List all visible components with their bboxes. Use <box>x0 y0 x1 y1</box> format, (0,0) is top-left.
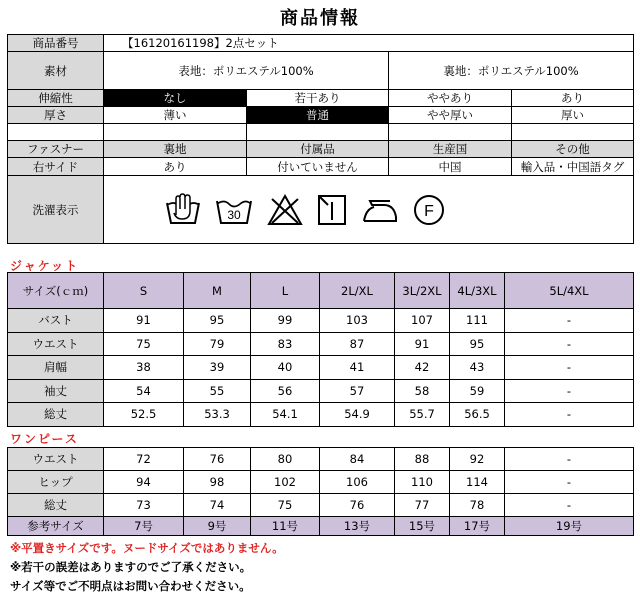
row-label: ウエスト <box>8 332 104 356</box>
row-label: 総丈 <box>8 494 104 517</box>
size-value: 94 <box>104 471 184 494</box>
material-row <box>8 52 634 90</box>
thickness-row <box>8 107 634 124</box>
size-value: - <box>505 471 634 494</box>
size-value: 41 <box>320 356 395 380</box>
size-value: 110 <box>395 471 450 494</box>
ref-size: 13号 <box>320 517 395 536</box>
size-value: 54.1 <box>251 403 320 427</box>
size-value: 107 <box>395 309 450 333</box>
size-value: 103 <box>320 309 395 333</box>
dress-size-table <box>7 447 634 536</box>
size-value: 88 <box>395 448 450 471</box>
ref-size: 17号 <box>450 517 505 536</box>
stretch-label: 伸縮性 <box>8 90 104 107</box>
size-value: 40 <box>251 356 320 380</box>
ref-size: 19号 <box>505 517 634 536</box>
line-dry-icon <box>316 193 348 227</box>
note-contact: サイズ等でご不明点はお問い合わせください。 <box>10 579 251 593</box>
jacket-row <box>8 332 634 356</box>
row-label: 総丈 <box>8 403 104 427</box>
attr-col: 裏地 <box>104 141 247 158</box>
size-label: サイズ(ｃｍ) <box>8 273 104 309</box>
size-value: 54 <box>104 379 184 403</box>
ref-size-row <box>8 517 634 536</box>
size-value: 99 <box>251 309 320 333</box>
size-value: 58 <box>395 379 450 403</box>
attr-value: 中国 <box>389 158 512 176</box>
jacket-header-row <box>8 273 634 309</box>
wash-label: 洗濯表示 <box>8 176 104 244</box>
size-value: - <box>505 356 634 380</box>
material-lining: 裏地：ポリエステル100% <box>389 52 634 90</box>
size-col: S <box>104 273 184 309</box>
size-value: 57 <box>320 379 395 403</box>
ref-size: 15号 <box>395 517 450 536</box>
size-value: 92 <box>450 448 505 471</box>
no-bleach-icon <box>266 193 304 227</box>
jacket-size-table <box>7 272 634 427</box>
stretch-option: 若干あり <box>247 90 389 107</box>
size-value: 91 <box>104 309 184 333</box>
size-value: 54.9 <box>320 403 395 427</box>
size-value: 53.3 <box>184 403 251 427</box>
attr-col: 生産国 <box>389 141 512 158</box>
product-no-row <box>8 35 634 52</box>
svg-text:F: F <box>424 202 434 220</box>
thickness-option: 薄い <box>104 107 247 124</box>
size-value: 80 <box>251 448 320 471</box>
size-value: 95 <box>450 332 505 356</box>
size-value: - <box>505 332 634 356</box>
size-value: 55 <box>184 379 251 403</box>
size-value: 39 <box>184 356 251 380</box>
ref-size: 7号 <box>104 517 184 536</box>
product-no-label: 商品番号 <box>8 35 104 52</box>
fastener-label: ファスナー <box>8 141 104 158</box>
thickness-label: 厚さ <box>8 107 104 124</box>
size-col: M <box>184 273 251 309</box>
attr-value: 輸入品・中国語タグ <box>512 158 634 176</box>
wash-30-icon <box>214 193 254 227</box>
size-value: 76 <box>320 494 395 517</box>
wash-symbols <box>104 176 634 244</box>
attr-col: その他 <box>512 141 634 158</box>
product-no-value: 【16120161198】2点セット <box>104 35 634 52</box>
size-value: 91 <box>395 332 450 356</box>
jacket-heading: ジャケット <box>10 259 80 273</box>
size-value: 59 <box>450 379 505 403</box>
size-value: 78 <box>450 494 505 517</box>
thickness-option-selected: 普通 <box>247 107 389 124</box>
size-col: 3L/2XL <box>395 273 450 309</box>
wash-row <box>8 176 634 244</box>
iron-icon <box>360 193 400 227</box>
size-value: 73 <box>104 494 184 517</box>
attr-col: 付属品 <box>247 141 389 158</box>
size-value: 79 <box>184 332 251 356</box>
stretch-option: ややあり <box>389 90 512 107</box>
right-side-label: 右サイド <box>8 158 104 176</box>
size-value: 72 <box>104 448 184 471</box>
svg-text:30: 30 <box>227 207 241 222</box>
note-flat-measure: ※平置きサイズです。ヌードサイズではありません。 <box>10 541 284 555</box>
jacket-row <box>8 379 634 403</box>
row-label: バスト <box>8 309 104 333</box>
size-value: 111 <box>450 309 505 333</box>
ref-size: 9号 <box>184 517 251 536</box>
ref-size: 11号 <box>251 517 320 536</box>
note-tolerance: ※若干の誤差はありますのでご了承ください。 <box>10 560 252 574</box>
dress-row <box>8 448 634 471</box>
dress-heading: ワンピース <box>10 432 79 446</box>
spacer-row <box>8 124 634 141</box>
size-value: 95 <box>184 309 251 333</box>
size-value: - <box>505 403 634 427</box>
size-value: 83 <box>251 332 320 356</box>
size-col: 2L/XL <box>320 273 395 309</box>
ref-size-label: 参考サイズ <box>8 517 104 536</box>
row-label: 肩幅 <box>8 356 104 380</box>
size-value: 102 <box>251 471 320 494</box>
size-value: - <box>505 494 634 517</box>
row-label: 袖丈 <box>8 379 104 403</box>
size-value: 77 <box>395 494 450 517</box>
thickness-option: やや厚い <box>389 107 512 124</box>
jacket-row <box>8 403 634 427</box>
size-col: 4L/3XL <box>450 273 505 309</box>
size-value: - <box>505 379 634 403</box>
size-value: 55.7 <box>395 403 450 427</box>
stretch-option-selected: なし <box>104 90 247 107</box>
dry-clean-f-icon <box>412 193 446 227</box>
attribute-header-row <box>8 141 634 158</box>
stretch-row <box>8 90 634 107</box>
size-value: 75 <box>104 332 184 356</box>
material-outer: 表地：ポリエステル100% <box>104 52 389 90</box>
attr-value: 付いていません <box>247 158 389 176</box>
size-value: 56 <box>251 379 320 403</box>
size-value: 43 <box>450 356 505 380</box>
jacket-row <box>8 309 634 333</box>
size-value: 75 <box>251 494 320 517</box>
size-col: 5L/4XL <box>505 273 634 309</box>
dress-row <box>8 494 634 517</box>
attr-value: あり <box>104 158 247 176</box>
size-value: 84 <box>320 448 395 471</box>
dress-row <box>8 471 634 494</box>
attribute-value-row <box>8 158 634 176</box>
size-value: 87 <box>320 332 395 356</box>
jacket-row <box>8 356 634 380</box>
product-info-table <box>7 34 634 244</box>
size-value: 52.5 <box>104 403 184 427</box>
row-label: ヒップ <box>8 471 104 494</box>
size-value: 42 <box>395 356 450 380</box>
size-value: 74 <box>184 494 251 517</box>
page-title: 商品情報 <box>280 8 360 29</box>
thickness-option: 厚い <box>512 107 634 124</box>
hand-wash-icon <box>164 193 202 227</box>
row-label: ウエスト <box>8 448 104 471</box>
size-col: L <box>251 273 320 309</box>
size-value: 98 <box>184 471 251 494</box>
size-value: 38 <box>104 356 184 380</box>
size-value: - <box>505 448 634 471</box>
size-value: 76 <box>184 448 251 471</box>
size-value: 56.5 <box>450 403 505 427</box>
size-value: 106 <box>320 471 395 494</box>
stretch-option: あり <box>512 90 634 107</box>
material-label: 素材 <box>8 52 104 90</box>
size-value: - <box>505 309 634 333</box>
size-value: 114 <box>450 471 505 494</box>
